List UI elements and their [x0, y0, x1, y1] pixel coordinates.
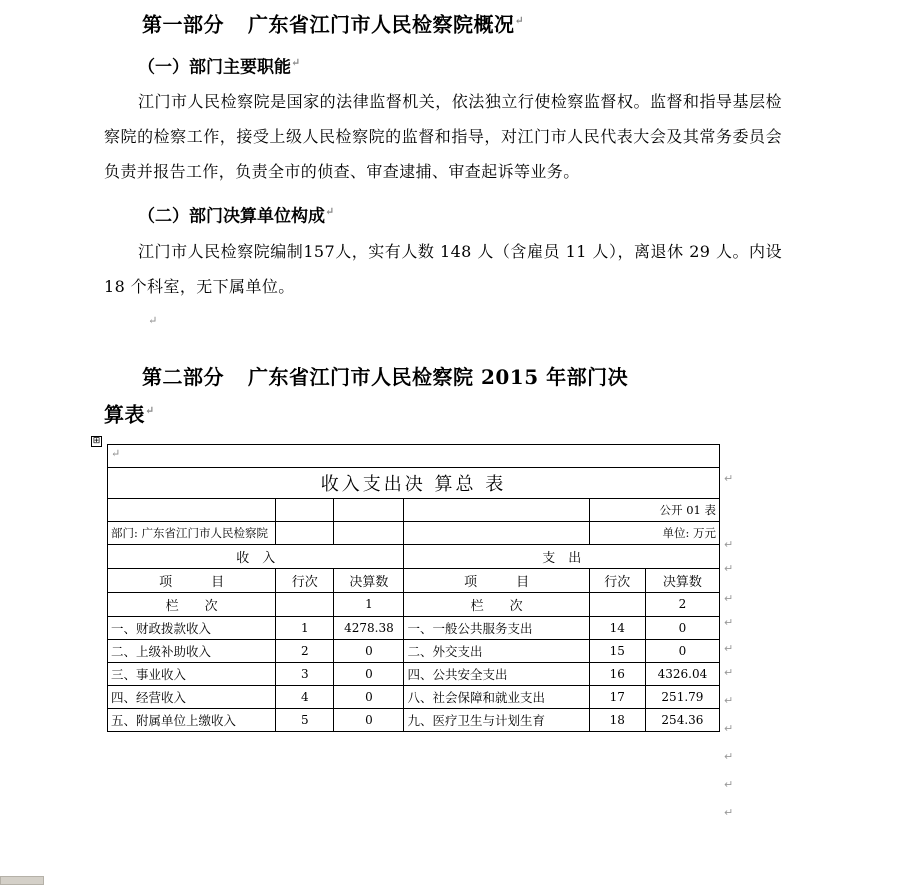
- expense-line: 15: [589, 639, 645, 662]
- blank-cell: [108, 498, 276, 521]
- paragraph-mark: ↵: [724, 537, 734, 551]
- table-row: [108, 592, 720, 616]
- column-header-line-income: 行次: [276, 568, 334, 592]
- expense-amount: 4326.04: [645, 662, 719, 685]
- expense-item: 九、医疗卫生与计划生育: [404, 708, 589, 731]
- part2-heading: [104, 360, 782, 432]
- part1-heading-label: 第一部分: [142, 12, 224, 37]
- column-header-item-income: 项 目: [108, 568, 276, 592]
- blank-cell: [276, 592, 334, 616]
- income-expense-summary-table: [107, 444, 720, 732]
- income-line: 5: [276, 708, 334, 731]
- paragraph-mark: ↵: [111, 446, 121, 460]
- paragraph-mark: ↵: [325, 205, 335, 219]
- income-item: 二、上级补助收入: [108, 639, 276, 662]
- income-item: 五、附属单位上缴收入: [108, 708, 276, 731]
- public-table-label: 公开 01 表: [589, 498, 719, 521]
- column-index-label-expense: 栏 次: [404, 592, 589, 616]
- paragraph-mark: ↵: [724, 777, 734, 791]
- scrollbar-thumb[interactable]: [0, 876, 44, 885]
- table-row: [108, 685, 720, 708]
- column-header-line-expense: 行次: [589, 568, 645, 592]
- unit-label: 单位: 万元: [589, 521, 719, 544]
- section2-heading-label: （二）部门决算单位构成: [138, 206, 325, 227]
- paragraph-mark: ↵: [724, 641, 734, 655]
- income-item: 三、事业收入: [108, 662, 276, 685]
- income-amount: 0: [334, 639, 404, 662]
- paragraph-mark: ↵: [148, 313, 158, 327]
- table-row: [108, 708, 720, 731]
- part1-title-label: 广东省江门市人民检察院概况: [248, 12, 515, 37]
- section2-paragraph: 江门市人民检察院编制157人，实有人数 148 人（含雇员 11 人），离退休 29 人。内设 18 个科室，无下属单位。: [104, 241, 782, 296]
- paragraph-mark: ↵: [514, 14, 525, 27]
- column-number-expense: 2: [645, 592, 719, 616]
- empty-paragraph: [104, 304, 782, 338]
- income-line: 4: [276, 685, 334, 708]
- paragraph-mark: ↵: [724, 805, 734, 819]
- section2-heading: [104, 197, 782, 232]
- income-amount: 0: [334, 662, 404, 685]
- blank-cell: [276, 521, 334, 544]
- expense-amount: 254.36: [645, 708, 719, 731]
- expense-line: 14: [589, 616, 645, 639]
- income-amount: 0: [334, 685, 404, 708]
- expense-item: 四、公共安全支出: [404, 662, 589, 685]
- paragraph-mark: ↵: [145, 403, 155, 417]
- section1-heading: [104, 48, 782, 83]
- table-row: [108, 616, 720, 639]
- paragraph-mark: ↵: [724, 591, 734, 605]
- table-row: [108, 444, 720, 467]
- column-number-income: 1: [334, 592, 404, 616]
- table-row: [108, 639, 720, 662]
- table-row: [108, 568, 720, 592]
- paragraph-mark: ↵: [724, 561, 734, 575]
- blank-cell: [404, 498, 589, 521]
- document-page: [0, 6, 902, 886]
- table-top-blank-cell: [108, 444, 720, 467]
- table-row: [108, 544, 720, 568]
- paragraph-mark: ↵: [291, 55, 301, 69]
- section1-paragraph: 江门市人民检察院是国家的法律监督机关，依法独立行使检察监督权。监督和指导基层检察院的检察工作，接受上级人民检察院的监督和指导，对江门市人民代表大会及其常务委员会负责并报告工作，负责全市的侦查、审查逮捕、审查起诉等业务。: [104, 92, 782, 182]
- column-header-amount-income: 决算数: [334, 568, 404, 592]
- table-row: [108, 498, 720, 521]
- paragraph-mark: ↵: [724, 615, 734, 629]
- income-item: 一、财政拨款收入: [108, 616, 276, 639]
- expense-item: 八、社会保障和就业支出: [404, 685, 589, 708]
- expense-amount: 0: [645, 639, 719, 662]
- paragraph-mark: ↵: [724, 471, 734, 485]
- expense-item: 一、一般公共服务支出: [404, 616, 589, 639]
- income-line: 2: [276, 639, 334, 662]
- table-move-handle-icon[interactable]: ⊞: [92, 435, 101, 446]
- expense-line: 16: [589, 662, 645, 685]
- horizontal-scrollbar[interactable]: [0, 876, 902, 886]
- blank-cell: [334, 521, 404, 544]
- group-header-expense: 支 出: [404, 544, 720, 568]
- blank-cell: [404, 521, 589, 544]
- section1-heading-label: （一）部门主要职能: [138, 57, 291, 78]
- column-header-amount-expense: 决算数: [645, 568, 719, 592]
- blank-cell: [589, 592, 645, 616]
- expense-line: 18: [589, 708, 645, 731]
- department-label: 部门: 广东省江门市人民检察院: [108, 521, 276, 544]
- income-amount: 0: [334, 708, 404, 731]
- blank-cell: [334, 498, 404, 521]
- expense-amount: 251.79: [645, 685, 719, 708]
- income-line: 1: [276, 616, 334, 639]
- column-index-label-income: 栏 次: [108, 592, 276, 616]
- part2-title-line1: 广东省江门市人民检察院 2015 年部门决: [248, 364, 629, 389]
- income-amount: 4278.38: [334, 616, 404, 639]
- income-item: 四、经营收入: [108, 685, 276, 708]
- paragraph-mark: ↵: [724, 693, 734, 707]
- paragraph-mark: ↵: [724, 665, 734, 679]
- group-header-income: 收 入: [108, 544, 404, 568]
- paragraph-mark: ↵: [724, 749, 734, 763]
- table-title: 收入支出决 算总 表: [108, 467, 720, 498]
- table-row: [108, 662, 720, 685]
- expense-item: 二、外交支出: [404, 639, 589, 662]
- expense-line: 17: [589, 685, 645, 708]
- expense-amount: 0: [645, 616, 719, 639]
- paragraph-mark: ↵: [724, 721, 734, 735]
- budget-table-block: [92, 435, 734, 819]
- income-line: 3: [276, 662, 334, 685]
- table-row: [108, 521, 720, 544]
- part1-heading: [104, 6, 782, 40]
- table-row: [108, 467, 720, 498]
- blank-cell: [276, 498, 334, 521]
- part2-heading-label: 第二部分: [142, 364, 224, 389]
- part2-title-line2: 算表: [104, 402, 145, 427]
- column-header-item-expense: 项 目: [404, 568, 589, 592]
